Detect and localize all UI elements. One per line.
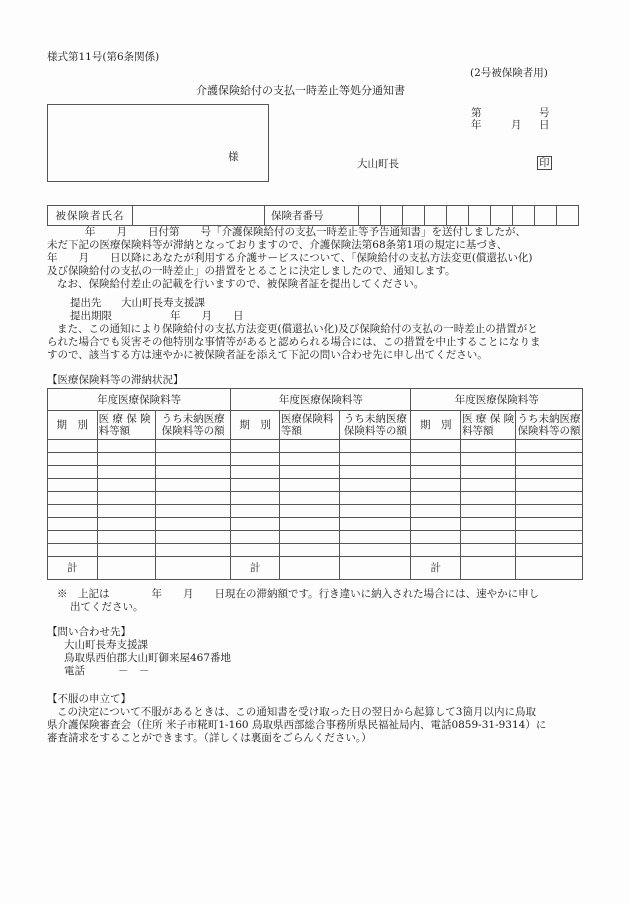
form-number: 様式第11号(第6条関係) [47, 51, 160, 63]
arrears-cell[interactable] [340, 544, 411, 557]
arrears-cell[interactable] [461, 453, 516, 466]
doc-date-year: 年 [471, 119, 482, 131]
total-unpaid-cell[interactable] [155, 557, 231, 580]
body-line-3: 年 月 日以降にあなたが利用する介護サービスについて、「保険給付の支払方法変更(償還払い化) [47, 252, 533, 264]
arrears-cell[interactable] [155, 466, 231, 479]
doc-number-suffix: 号 [539, 107, 550, 119]
appeal-line-1: この決定について不服があるときは、この通知書を受け取った日の翌日から起算して3箇月以内に鳥取 [57, 706, 536, 718]
col-period: 期 別 [48, 411, 98, 440]
arrears-row [48, 466, 583, 479]
insurer-number-digit[interactable] [535, 206, 557, 226]
appeal-heading: 【不服の申立て】 [47, 693, 131, 705]
arrears-cell[interactable] [48, 466, 98, 479]
arrears-cell[interactable] [461, 479, 516, 492]
submission-destination-value: 大山町長寿支援課 [121, 297, 205, 309]
insurer-number-label: 保険者番号 [265, 206, 359, 226]
col-amount: 医 療 保 険料等額 [97, 411, 155, 440]
total-amount-cell[interactable] [461, 557, 516, 580]
arrears-row [48, 479, 583, 492]
arrears-cell[interactable] [340, 479, 411, 492]
arrears-cell[interactable] [461, 544, 516, 557]
col-unpaid: うち未納医療保険料等の額 [155, 411, 231, 440]
insured-name-label: 被保険者氏名 [48, 206, 133, 226]
arrears-cell[interactable] [279, 492, 339, 505]
arrears-cell[interactable] [48, 492, 98, 505]
arrears-cell[interactable] [461, 505, 516, 518]
arrears-cell[interactable] [48, 544, 98, 557]
arrears-cell[interactable] [48, 453, 98, 466]
insurer-number-digit[interactable] [403, 206, 425, 226]
insurer-number-digit[interactable] [359, 206, 381, 226]
arrears-cell[interactable] [155, 479, 231, 492]
arrears-cell[interactable] [231, 544, 280, 557]
arrears-cell[interactable] [340, 531, 411, 544]
arrears-cell[interactable] [279, 531, 339, 544]
arrears-cell[interactable] [231, 479, 280, 492]
arrears-cell[interactable] [97, 440, 155, 453]
arrears-row [48, 518, 583, 531]
arrears-cell[interactable] [48, 505, 98, 518]
contact-address: 鳥取県西伯郡大山町御来屋467番地 [64, 652, 232, 664]
insurer-number-digit[interactable] [447, 206, 469, 226]
insurer-number-digit[interactable] [557, 206, 579, 226]
insurer-number-digit[interactable] [425, 206, 447, 226]
arrears-cell[interactable] [231, 492, 280, 505]
arrears-cell[interactable] [340, 466, 411, 479]
arrears-cell[interactable] [516, 492, 583, 505]
arrears-cell[interactable] [411, 518, 461, 531]
submission-deadline-value: 年 月 日 [170, 310, 244, 322]
arrears-row [48, 453, 583, 466]
arrears-cell[interactable] [279, 518, 339, 531]
col-period: 期 別 [411, 411, 461, 440]
contact-heading: 【問い合わせ先】 [47, 626, 131, 638]
arrears-cell[interactable] [411, 544, 461, 557]
arrears-cell[interactable] [48, 518, 98, 531]
arrears-cell[interactable] [279, 453, 339, 466]
arrears-note-line-1: ※ 上記は 年 月 日現在の滞納額です。行き違いに納入された場合には、速やかに申し [57, 588, 540, 600]
arrears-table [47, 388, 583, 580]
body-line-2: 未だ下記の医療保険料等が滞納となっておりますので、介護保険法第68条第1項の規定に基づき、 [47, 239, 508, 251]
arrears-cell[interactable] [231, 440, 280, 453]
arrears-cell[interactable] [411, 505, 461, 518]
insured-name-field[interactable] [133, 206, 265, 226]
insurer-number-digit[interactable] [491, 206, 513, 226]
arrears-cell[interactable] [155, 492, 231, 505]
doc-number-prefix: 第 [471, 107, 482, 119]
arrears-row [48, 531, 583, 544]
arrears-cell[interactable] [279, 466, 339, 479]
arrears-cell[interactable] [340, 453, 411, 466]
total-label: 計 [231, 557, 280, 580]
col-unpaid: うち未納医療保険料等の額 [340, 411, 411, 440]
arrears-cell[interactable] [340, 492, 411, 505]
arrears-cell[interactable] [48, 440, 98, 453]
arrears-cell[interactable] [340, 518, 411, 531]
insurer-number-digit[interactable] [469, 206, 491, 226]
appeal-line-3: 審査請求をすることができます。（詳しくは裏面をごらんください。） [47, 732, 372, 744]
arrears-cell[interactable] [279, 479, 339, 492]
arrears-cell[interactable] [231, 531, 280, 544]
usage-label: (2号被保険者用) [470, 67, 548, 79]
arrears-row [48, 492, 583, 505]
arrears-cell[interactable] [461, 466, 516, 479]
document-title: 介護保険給付の支払一時差止等処分通知書 [196, 84, 405, 97]
notice-line-1: また、この通知により保険給付の支払方法変更(償還払い化)及び保険給付の支払の一時差止の措置がと [57, 323, 538, 335]
arrears-cell[interactable] [411, 466, 461, 479]
arrears-cell[interactable] [411, 531, 461, 544]
arrears-cell[interactable] [411, 440, 461, 453]
total-label: 計 [411, 557, 461, 580]
notice-line-3: すので、該当する方は速やかに被保険者証を添えて下記の問い合わせ先に申し出てください。 [47, 349, 488, 361]
arrears-cell[interactable] [411, 479, 461, 492]
col-unpaid: うち未納医療保険料等の額 [516, 411, 583, 440]
arrears-cell[interactable] [97, 544, 155, 557]
arrears-cell[interactable] [279, 544, 339, 557]
col-period: 期 別 [231, 411, 280, 440]
body-line-4: 及び保険給付の支払の一時差止」の措置をとることに決定しましたので、通知します。 [47, 265, 456, 277]
contact-phone-value: － － [118, 665, 150, 677]
total-amount-cell[interactable] [279, 557, 339, 580]
insurer-number-digit[interactable] [513, 206, 535, 226]
arrears-cell[interactable] [340, 505, 411, 518]
arrears-cell[interactable] [461, 440, 516, 453]
arrears-cell[interactable] [97, 479, 155, 492]
submission-destination-label: 提出先 [70, 297, 102, 309]
appeal-line-2: 県介護保険審査会（住所 米子市糀町1-160 鳥取県西部総合事務所県民福祉局内、電話0859-31-9314）に [47, 719, 547, 731]
issuer: 大山町長 [357, 158, 399, 170]
arrears-cell[interactable] [48, 531, 98, 544]
arrears-cell[interactable] [516, 544, 583, 557]
arrears-year-header: 年度医療保険料等 [48, 389, 231, 411]
arrears-cell[interactable] [231, 466, 280, 479]
col-amount: 医 療 保 険料等額 [461, 411, 516, 440]
arrears-row [48, 544, 583, 557]
arrears-cell[interactable] [516, 518, 583, 531]
arrears-cell[interactable] [97, 518, 155, 531]
arrears-cell[interactable] [461, 492, 516, 505]
total-label: 計 [48, 557, 98, 580]
arrears-cell[interactable] [155, 531, 231, 544]
arrears-cell[interactable] [461, 518, 516, 531]
arrears-note-line-2: 出てください。 [70, 601, 144, 613]
arrears-cell[interactable] [411, 492, 461, 505]
total-unpaid-cell[interactable] [516, 557, 583, 580]
arrears-cell[interactable] [155, 544, 231, 557]
arrears-cell[interactable] [279, 505, 339, 518]
arrears-cell[interactable] [97, 492, 155, 505]
arrears-year-header: 年度医療保険料等 [231, 389, 411, 411]
arrears-cell[interactable] [461, 531, 516, 544]
arrears-row [48, 440, 583, 453]
contact-phone-label: 電話 [64, 665, 85, 677]
total-amount-cell[interactable] [97, 557, 155, 580]
arrears-cell[interactable] [48, 479, 98, 492]
arrears-cell[interactable] [516, 440, 583, 453]
arrears-cell[interactable] [97, 453, 155, 466]
arrears-cell[interactable] [340, 440, 411, 453]
arrears-cell[interactable] [97, 531, 155, 544]
addressee-box[interactable] [47, 104, 269, 182]
total-unpaid-cell[interactable] [340, 557, 411, 580]
insured-info-table [47, 205, 579, 226]
insurer-number-digit[interactable] [381, 206, 403, 226]
arrears-row [48, 505, 583, 518]
doc-date-month: 月 [511, 119, 522, 131]
arrears-cell[interactable] [231, 505, 280, 518]
arrears-cell[interactable] [411, 453, 461, 466]
arrears-cell[interactable] [155, 440, 231, 453]
addressee-suffix: 様 [228, 151, 239, 163]
body-line-5: なお、保険給付差止の記載を行いますので、被保険者証を提出してください。 [57, 278, 425, 290]
contact-department: 大山町長寿支援課 [64, 639, 148, 651]
body-line-1: 年 月 日付第 号「介護保険給付の支払一時差止等予告通知書」を送付しましたが、 [85, 226, 526, 238]
arrears-cell[interactable] [155, 453, 231, 466]
doc-date-day: 日 [539, 119, 550, 131]
seal-mark: 印 [539, 157, 550, 169]
arrears-year-header: 年度医療保険料等 [411, 389, 583, 411]
arrears-cell[interactable] [155, 505, 231, 518]
arrears-cell[interactable] [516, 479, 583, 492]
arrears-cell[interactable] [97, 466, 155, 479]
arrears-cell[interactable] [231, 453, 280, 466]
arrears-cell[interactable] [516, 505, 583, 518]
arrears-cell[interactable] [155, 518, 231, 531]
arrears-cell[interactable] [516, 453, 583, 466]
col-amount: 医療保険料等額 [279, 411, 339, 440]
arrears-heading: 【医療保険料等の滞納状況】 [47, 374, 184, 386]
arrears-cell[interactable] [231, 518, 280, 531]
notice-line-2: られた場合でも災害その他特別な事情等があると認められる場合には、この措置を中止することになりま [47, 336, 541, 348]
arrears-cell[interactable] [279, 440, 339, 453]
arrears-cell[interactable] [516, 466, 583, 479]
submission-deadline-label: 提出期限 [70, 310, 112, 322]
arrears-cell[interactable] [516, 531, 583, 544]
arrears-cell[interactable] [97, 505, 155, 518]
